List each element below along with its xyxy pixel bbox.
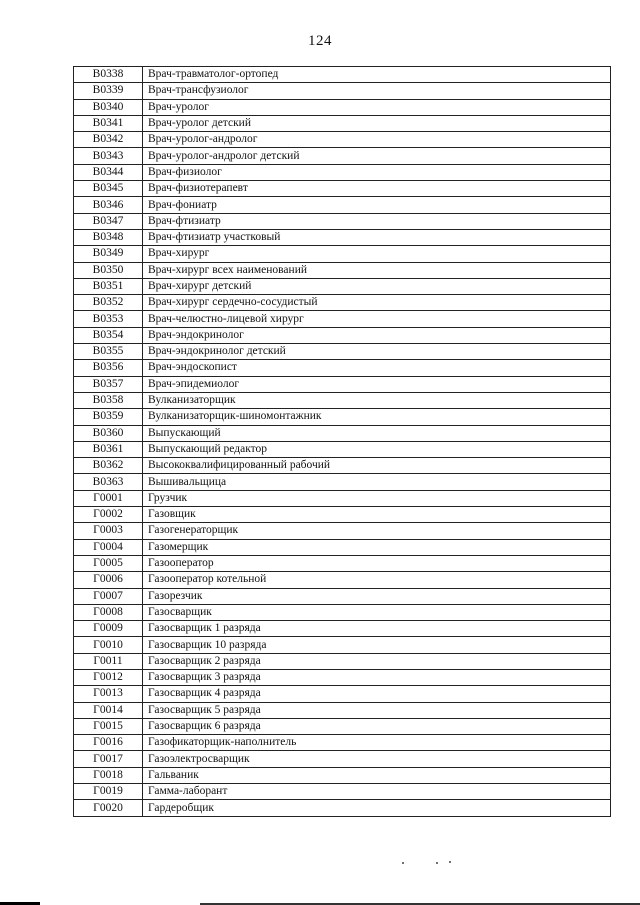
code-cell: В0349 xyxy=(74,246,143,262)
table-row xyxy=(74,181,611,197)
name-cell: Вулканизаторщик xyxy=(143,392,611,408)
name-cell: Гамма-лаборант xyxy=(143,784,611,800)
code-cell: В0346 xyxy=(74,197,143,213)
table-row xyxy=(74,702,611,718)
table-row xyxy=(74,148,611,164)
code-cell: В0348 xyxy=(74,229,143,245)
code-cell: Г0008 xyxy=(74,604,143,620)
code-cell: Г0001 xyxy=(74,490,143,506)
name-cell: Врач-эндоскопист xyxy=(143,360,611,376)
name-cell: Газооператор котельной xyxy=(143,572,611,588)
table-row xyxy=(74,588,611,604)
code-cell: В0352 xyxy=(74,295,143,311)
page-number: 124 xyxy=(308,33,332,49)
code-cell: В0361 xyxy=(74,441,143,457)
code-cell: Г0009 xyxy=(74,621,143,637)
name-cell: Врач-уролог-андролог детский xyxy=(143,148,611,164)
name-cell: Газосварщик 4 разряда xyxy=(143,686,611,702)
name-cell: Врач-хирург детский xyxy=(143,278,611,294)
name-cell: Врач-фтизиатр участковый xyxy=(143,229,611,245)
code-cell: В0357 xyxy=(74,376,143,392)
code-cell: В0353 xyxy=(74,311,143,327)
name-cell: Гардеробщик xyxy=(143,800,611,816)
code-cell: В0342 xyxy=(74,132,143,148)
name-cell: Газосварщик 3 разряда xyxy=(143,669,611,685)
code-cell: В0356 xyxy=(74,360,143,376)
name-cell: Газосварщик 10 разряда xyxy=(143,637,611,653)
code-cell: Г0010 xyxy=(74,637,143,653)
table-row xyxy=(74,751,611,767)
code-cell: В0350 xyxy=(74,262,143,278)
code-cell: В0363 xyxy=(74,474,143,490)
code-cell: Г0005 xyxy=(74,555,143,571)
name-cell: Газосварщик 1 разряда xyxy=(143,621,611,637)
table-row xyxy=(74,295,611,311)
table-row xyxy=(74,278,611,294)
table-row xyxy=(74,800,611,816)
code-cell: Г0015 xyxy=(74,718,143,734)
code-cell: В0340 xyxy=(74,99,143,115)
name-cell: Выпускающий редактор xyxy=(143,441,611,457)
table-row xyxy=(74,507,611,523)
code-cell: В0354 xyxy=(74,327,143,343)
table-row xyxy=(74,213,611,229)
name-cell: Врач-уролог xyxy=(143,99,611,115)
name-cell: Врач-уролог детский xyxy=(143,115,611,131)
name-cell: Высококвалифицированный рабочий xyxy=(143,458,611,474)
code-cell: В0355 xyxy=(74,344,143,360)
name-cell: Вышивальщица xyxy=(143,474,611,490)
name-cell: Грузчик xyxy=(143,490,611,506)
table-row xyxy=(74,539,611,555)
name-cell: Выпускающий xyxy=(143,425,611,441)
name-cell: Вулканизаторщик-шиномонтажник xyxy=(143,409,611,425)
table-row xyxy=(74,653,611,669)
code-cell: В0341 xyxy=(74,115,143,131)
table-row xyxy=(74,262,611,278)
table-row xyxy=(74,555,611,571)
scan-speck xyxy=(449,861,451,863)
code-cell: Г0013 xyxy=(74,686,143,702)
profession-code-table xyxy=(73,66,611,817)
table-row xyxy=(74,458,611,474)
table-row xyxy=(74,686,611,702)
name-cell: Врач-эпидемиолог xyxy=(143,376,611,392)
code-cell: В0358 xyxy=(74,392,143,408)
table-row xyxy=(74,425,611,441)
table-row xyxy=(74,621,611,637)
table-row xyxy=(74,572,611,588)
table-row xyxy=(74,229,611,245)
code-cell: Г0017 xyxy=(74,751,143,767)
code-cell: Г0016 xyxy=(74,735,143,751)
table-row xyxy=(74,115,611,131)
name-cell: Врач-хирург всех наименований xyxy=(143,262,611,278)
code-cell: В0344 xyxy=(74,164,143,180)
scan-speck xyxy=(436,862,438,864)
table-row xyxy=(74,376,611,392)
name-cell: Газомерщик xyxy=(143,539,611,555)
table-row xyxy=(74,327,611,343)
table-body xyxy=(74,67,611,817)
table-row xyxy=(74,164,611,180)
table-row xyxy=(74,99,611,115)
name-cell: Гальваник xyxy=(143,767,611,783)
name-cell: Врач-фониатр xyxy=(143,197,611,213)
name-cell: Врач-травматолог-ортопед xyxy=(143,67,611,83)
code-cell: Г0018 xyxy=(74,767,143,783)
name-cell: Газогенераторщик xyxy=(143,523,611,539)
table-row xyxy=(74,735,611,751)
table-row xyxy=(74,441,611,457)
name-cell: Врач-физиотерапевт xyxy=(143,181,611,197)
table-row xyxy=(74,392,611,408)
table-row xyxy=(74,83,611,99)
code-cell: В0351 xyxy=(74,278,143,294)
table-row xyxy=(74,637,611,653)
code-cell: В0360 xyxy=(74,425,143,441)
code-cell: Г0012 xyxy=(74,669,143,685)
table-row xyxy=(74,197,611,213)
name-cell: Газосварщик 6 разряда xyxy=(143,718,611,734)
code-cell: В0359 xyxy=(74,409,143,425)
name-cell: Врач-уролог-андролог xyxy=(143,132,611,148)
name-cell: Газосварщик 5 разряда xyxy=(143,702,611,718)
code-cell: В0343 xyxy=(74,148,143,164)
table-row xyxy=(74,784,611,800)
table-row xyxy=(74,669,611,685)
name-cell: Врач-эндокринолог детский xyxy=(143,344,611,360)
code-cell: Г0014 xyxy=(74,702,143,718)
table-row xyxy=(74,490,611,506)
table-row xyxy=(74,409,611,425)
table-row xyxy=(74,246,611,262)
table-row xyxy=(74,132,611,148)
code-cell: Г0007 xyxy=(74,588,143,604)
name-cell: Врач-эндокринолог xyxy=(143,327,611,343)
code-cell: Г0006 xyxy=(74,572,143,588)
code-cell: Г0003 xyxy=(74,523,143,539)
code-cell: В0345 xyxy=(74,181,143,197)
table-row xyxy=(74,474,611,490)
code-cell: Г0002 xyxy=(74,507,143,523)
name-cell: Врач-физиолог xyxy=(143,164,611,180)
code-cell: В0339 xyxy=(74,83,143,99)
name-cell: Врач-хирург xyxy=(143,246,611,262)
table-row xyxy=(74,523,611,539)
code-cell: В0362 xyxy=(74,458,143,474)
name-cell: Врач-челюстно-лицевой хирург xyxy=(143,311,611,327)
name-cell: Газовщик xyxy=(143,507,611,523)
code-cell: В0338 xyxy=(74,67,143,83)
table-row xyxy=(74,311,611,327)
name-cell: Врач-хирург сердечно-сосудистый xyxy=(143,295,611,311)
table-row xyxy=(74,344,611,360)
scan-speck xyxy=(402,862,404,864)
code-cell: Г0004 xyxy=(74,539,143,555)
name-cell: Газосварщик 2 разряда xyxy=(143,653,611,669)
table-row xyxy=(74,767,611,783)
name-cell: Газорезчик xyxy=(143,588,611,604)
table-row xyxy=(74,718,611,734)
table-row xyxy=(74,604,611,620)
name-cell: Газосварщик xyxy=(143,604,611,620)
name-cell: Газофикаторщик-наполнитель xyxy=(143,735,611,751)
name-cell: Газооператор xyxy=(143,555,611,571)
table-row xyxy=(74,360,611,376)
name-cell: Врач-фтизиатр xyxy=(143,213,611,229)
code-cell: Г0020 xyxy=(74,800,143,816)
code-cell: Г0019 xyxy=(74,784,143,800)
name-cell: Врач-трансфузиолог xyxy=(143,83,611,99)
table-row xyxy=(74,67,611,83)
name-cell: Газоэлектросварщик xyxy=(143,751,611,767)
code-cell: В0347 xyxy=(74,213,143,229)
code-cell: Г0011 xyxy=(74,653,143,669)
